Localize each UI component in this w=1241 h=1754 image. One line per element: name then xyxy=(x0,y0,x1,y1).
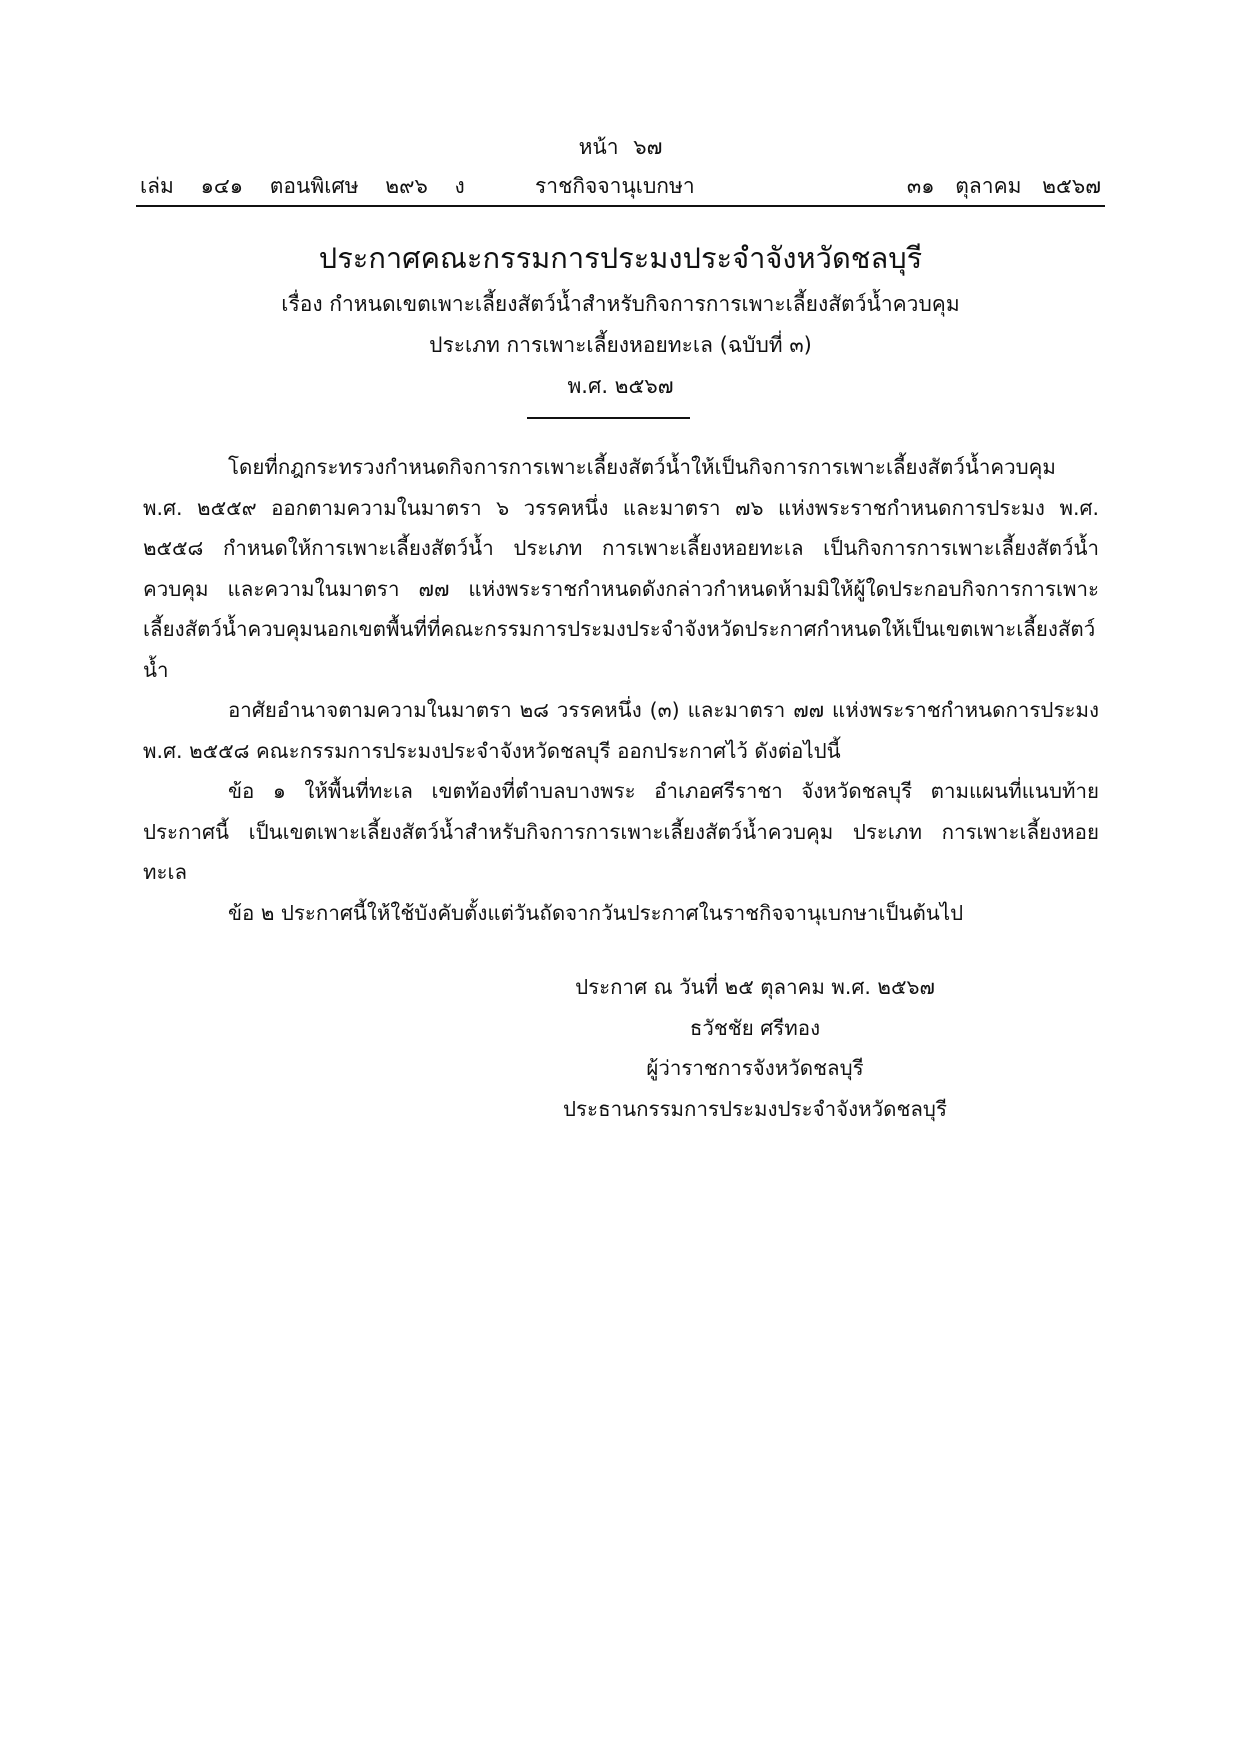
announcement-subject-line-2: ประเภท การเพาะเลี้ยงหอยทะเล (ฉบับที่ ๓) xyxy=(429,333,812,357)
signatory-position-governor: ผู้ว่าราชการจังหวัดชลบุรี xyxy=(646,1056,864,1080)
gazette-name: ราชกิจจานุเบกษา xyxy=(535,174,695,198)
announcement-subject-line-1: เรื่อง กำหนดเขตเพาะเลี้ยงสัตว์น้ำสำหรับกิจการการเพาะเลี้ยงสัตว์น้ำควบคุม xyxy=(281,292,960,316)
announcement-title: ประกาศคณะกรรมการประมงประจำจังหวัดชลบุรี xyxy=(318,241,923,275)
body-paragraph-authority: อาศัยอำนาจตามความในมาตรา ๒๘ วรรคหนึ่ง (๓) และมาตรา ๗๗ แห่งพระราชกำหนดการประมง พ.ศ. ๒๕๕๘ คณะกรรมการประมงประจำจังหวัดชลบุรี ออกประกาศไว้ ดังต่อไปนี้ xyxy=(143,698,1099,763)
header-divider xyxy=(136,205,1105,207)
volume-issue: เล่ม ๑๔๑ ตอนพิเศษ ๒๙๖ ง xyxy=(140,174,465,198)
gazette-header xyxy=(140,172,1101,204)
signature-block xyxy=(460,967,1050,1129)
body-paragraph-clause-1: ข้อ ๑ ให้พื้นที่ทะเล เขตท้องที่ตำบลบางพระ อำเภอศรีราชา จังหวัดชลบุรี ตามแผนที่แนบท้ายประกาศนี้ เป็นเขตเพาะเลี้ยงสัตว์น้ำสำหรับกิจการการเพาะเลี้ยงสัตว์น้ำควบคุม ประเภท การเพาะเลี้ยงหอยทะเล xyxy=(143,779,1099,884)
announcement-date-line: ประกาศ ณ วันที่ ๒๕ ตุลาคม พ.ศ. ๒๕๖๗ xyxy=(575,975,935,999)
body-paragraph-preamble: โดยที่กฎกระทรวงกำหนดกิจการการเพาะเลี้ยงสัตว์น้ำให้เป็นกิจการการเพาะเลี้ยงสัตว์น้ำควบคุม พ.ศ. ๒๕๕๙ ออกตามความในมาตรา ๖ วรรคหนึ่ง และมาตรา ๗๖ แห่งพระราชกำหนดการประมง พ.ศ. ๒๕๕๘ กำหนดให้การเพาะเลี้ยงสัตว์น้ำ ประเภท การเพาะเลี้ยงหอยทะเล เป็นกิจการการเพาะเลี้ยงสัตว์น้ำควบคุม และความในมาตรา ๗๗ แห่งพระราชกำหนดดังกล่าวกำหนดห้ามมิให้ผู้ใดประกอบกิจการการเพาะเลี้ยงสัตว์น้ำควบคุมนอกเขตพื้นที่ที่คณะกรรมการประมงประจำจังหวัดประกาศกำหนดให้เป็นเขตเพาะเลี้ยงสัตว์น้ำ xyxy=(143,455,1099,682)
page-number: หน้า ๖๗ xyxy=(578,135,663,159)
signatory-name: ธวัชชัย ศรีทอง xyxy=(689,1015,821,1040)
announcement-year: พ.ศ. ๒๕๖๗ xyxy=(567,374,674,398)
publication-date: ๓๑ ตุลาคม ๒๕๖๗ xyxy=(906,174,1101,198)
title-divider xyxy=(527,417,690,419)
body-paragraph-clause-2: ข้อ ๒ ประกาศนี้ให้ใช้บังคับตั้งแต่วันถัดจากวันประกาศในราชกิจจานุเบกษาเป็นต้นไป xyxy=(228,900,964,925)
signatory-position-chair: ประธานกรรมการประมงประจำจังหวัดชลบุรี xyxy=(563,1096,947,1121)
announcement-body xyxy=(143,447,1099,933)
